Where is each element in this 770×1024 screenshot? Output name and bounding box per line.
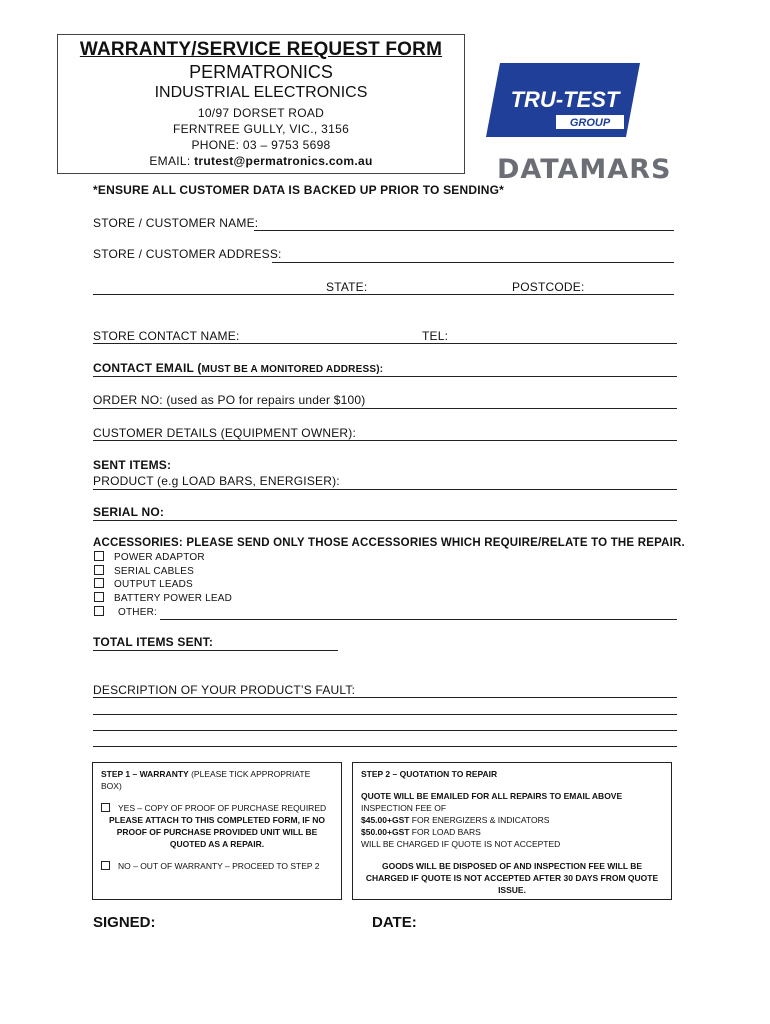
step2-note: GOODS WILL BE DISPOSED OF AND INSPECTION FEE WILL BE CHARGED IF QUOTE IS NOT ACCEPTED AFTER 30 DAYS FROM QUOTE ISSUE. [365, 861, 659, 895]
step2-box [352, 762, 672, 900]
phone: PHONE: 03 – 9753 5698 [191, 138, 331, 152]
email-line [58, 153, 464, 169]
sent-items-label: SENT ITEMS: [93, 458, 172, 472]
step2-line5: WILL BE CHARGED IF QUOTE IS NOT ACCEPTED [361, 839, 561, 849]
fault-line-2[interactable] [93, 714, 677, 715]
contact-email-note: MUST BE A MONITORED ADDRESS): [201, 364, 384, 375]
checkbox[interactable] [94, 551, 104, 561]
step2-title: STEP 2 – QUOTATION TO REPAIR [361, 769, 498, 779]
step2-fee2 [361, 826, 663, 838]
product-field[interactable] [93, 489, 677, 490]
step1-no-option[interactable] [101, 860, 333, 872]
step2-line2: INSPECTION FEE OF [361, 803, 447, 813]
accessory-output-leads[interactable] [94, 579, 193, 590]
address-line-1: 10/97 DORSET ROAD [197, 106, 325, 120]
step2-fee1 [361, 814, 663, 826]
checkbox[interactable] [101, 861, 110, 870]
tru-test-logo-text: TRU-TEST [510, 87, 620, 112]
store-address-field[interactable] [272, 262, 674, 263]
other-accessory-field[interactable] [160, 619, 677, 620]
step1-yes-note: PLEASE ATTACH TO THIS COMPLETED FORM, IF NO PROOF OF PURCHASE PROVIDED UNIT WILL BE QUOTED AS A REPAIR. [109, 815, 325, 849]
serial-no-field[interactable] [93, 520, 677, 521]
total-items-label: TOTAL ITEMS SENT: [93, 635, 214, 649]
form-title: WARRANTY/SERVICE REQUEST FORM [79, 39, 443, 60]
email-label: EMAIL: [149, 154, 195, 168]
step1-box [92, 762, 342, 900]
contact-email-text: CONTACT EMAIL ( [93, 361, 202, 375]
store-address-label: STORE / CUSTOMER ADDRESS: [93, 247, 282, 261]
fault-line-1[interactable] [93, 697, 677, 698]
tel-label: TEL: [422, 329, 449, 343]
serial-no-label: SERIAL NO: [93, 505, 165, 519]
accessory-other[interactable] [94, 607, 157, 618]
fee1-desc: FOR ENERGIZERS & INDICATORS [409, 815, 550, 825]
accessory-label: SERIAL CABLES [114, 566, 195, 577]
tru-test-group-text: GROUP [569, 117, 611, 129]
accessory-label: OUTPUT LEADS [114, 579, 193, 590]
fee2-amount: $50.00+GST [361, 827, 410, 837]
postcode-label: POSTCODE: [512, 280, 585, 294]
step1-title-note: (PLEASE TICK APPROPRIATE BOX) [101, 769, 311, 791]
checkbox[interactable] [94, 565, 104, 575]
contact-email-field[interactable] [93, 376, 677, 377]
datamars-logo: DATAMARS [497, 154, 672, 185]
company-division: INDUSTRIAL ELECTRONICS [154, 84, 368, 101]
customer-details-field[interactable] [93, 440, 677, 441]
order-no-field[interactable] [93, 408, 677, 409]
accessories-label: ACCESSORIES: PLEASE SEND ONLY THOSE ACCESSORIES WHICH REQUIRE/RELATE TO THE REPAIR. [93, 537, 685, 549]
fault-line-3[interactable] [93, 730, 677, 731]
fee2-desc: FOR LOAD BARS [409, 827, 481, 837]
backup-notice: *ENSURE ALL CUSTOMER DATA IS BACKED UP PRIOR TO SENDING* [93, 183, 505, 197]
customer-details-label: CUSTOMER DETAILS (EQUIPMENT OWNER): [93, 426, 357, 440]
contact-email-label [93, 361, 383, 375]
step2-line1: QUOTE WILL BE EMAILED FOR ALL REPAIRS TO EMAIL ABOVE [361, 791, 623, 801]
total-items-field[interactable] [93, 650, 338, 651]
fault-label: DESCRIPTION OF YOUR PRODUCT’S FAULT: [93, 683, 356, 697]
accessory-label: POWER ADAPTOR [114, 552, 205, 563]
accessory-serial-cables[interactable] [94, 566, 194, 577]
email-address[interactable]: trutest@permatronics.com.au [194, 154, 373, 168]
accessory-power-adaptor[interactable] [94, 552, 205, 563]
accessory-label: OTHER: [118, 607, 157, 618]
step1-title-text: STEP 1 – WARRANTY [101, 769, 189, 779]
step1-yes-option[interactable] [101, 802, 333, 814]
checkbox[interactable] [94, 606, 104, 616]
signed-label: SIGNED: [93, 914, 156, 931]
address-line-2-field[interactable] [93, 294, 674, 295]
step1-title [101, 768, 333, 792]
accessory-battery-lead[interactable] [94, 593, 232, 604]
product-label: PRODUCT (e.g LOAD BARS, ENERGISER): [93, 474, 340, 488]
step1-no-label: NO – OUT OF WARRANTY – PROCEED TO STEP 2 [118, 861, 320, 871]
accessory-label: BATTERY POWER LEAD [114, 593, 233, 604]
fault-line-4[interactable] [93, 746, 677, 747]
header-box [57, 34, 465, 174]
order-no-label: ORDER NO: (used as PO for repairs under $100) [93, 393, 366, 407]
checkbox[interactable] [101, 803, 110, 812]
contact-name-label: STORE CONTACT NAME: [93, 329, 240, 343]
company-name: PERMATRONICS [189, 62, 333, 82]
step1-yes-label: YES – COPY OF PROOF OF PURCHASE REQUIRED [118, 803, 327, 813]
store-name-field[interactable] [254, 230, 674, 231]
fee1-amount: $45.00+GST [361, 815, 410, 825]
address-line-2: FERNTREE GULLY, VIC., 3156 [172, 122, 350, 136]
checkbox[interactable] [94, 592, 104, 602]
store-name-label: STORE / CUSTOMER NAME: [93, 216, 259, 230]
contact-field[interactable] [93, 343, 677, 344]
date-label: DATE: [372, 914, 417, 931]
checkbox[interactable] [94, 578, 104, 588]
state-label: STATE: [326, 280, 368, 294]
tru-test-logo [486, 63, 640, 137]
